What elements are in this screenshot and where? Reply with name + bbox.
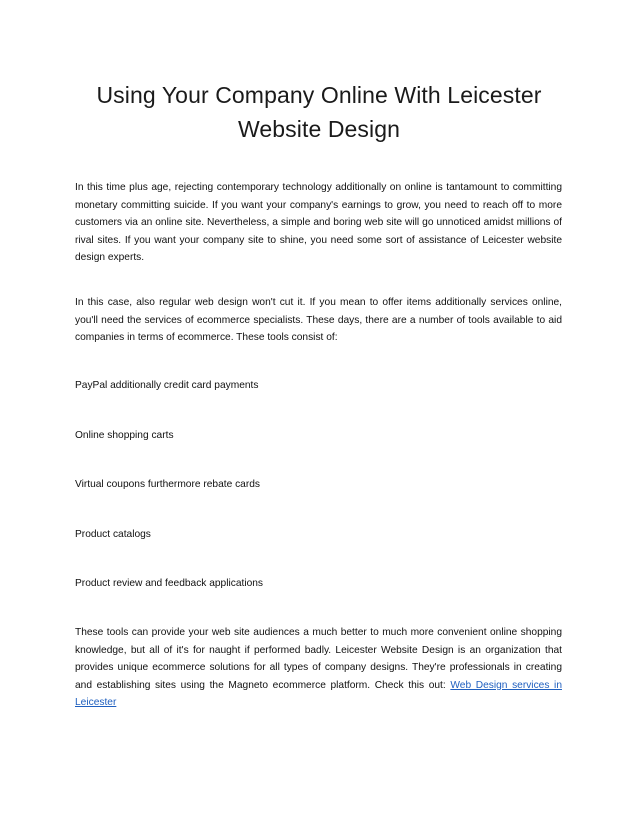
tool-item-paypal: PayPal additionally credit card payments [75,380,259,391]
web-design-services-link[interactable]: Web Design services in Leicester [75,679,562,709]
ecommerce-paragraph: In this case, also regular web design won't cut it. If you mean to offer items additionally services online, you'll need the services of ecommerce specialists. These days, there are a number of tools available to aid companies in terms of ecommerce. These tools consist of: [75,297,562,344]
closing-paragraph [75,624,562,712]
closing-paragraph-text: These tools can provide your web site audiences a much better to much more convenient online shopping knowledge, but all of it's for naught if performed badly. Leicester Website Design is an organization that provides unique ecommerce solutions for all types of company designs. They're professionals in creating and establishing sites using the Magneto ecommerce platform. Check this out: [75,627,562,691]
tool-item-shopping-carts: Online shopping carts [75,430,174,441]
tool-item-catalogs: Product catalogs [75,529,151,540]
intro-paragraph: In this time plus age, rejecting contemporary technology additionally on online is tantamount to committing monetary committing suicide. If you want your company's earnings to grow, you need to reach off to more customers via an online site. Nevertheless, a simple and boring web site will go unnoticed amidst millions of rival sites. If you want your company site to shine, you need some sort of assistance of Leicester website design experts. [75,182,562,264]
page-title: Using Your Company Online With Leicester Website Design [96,82,542,142]
tool-item-coupons: Virtual coupons furthermore rebate cards [75,479,260,490]
tool-item-review-apps: Product review and feedback applications [75,578,264,589]
